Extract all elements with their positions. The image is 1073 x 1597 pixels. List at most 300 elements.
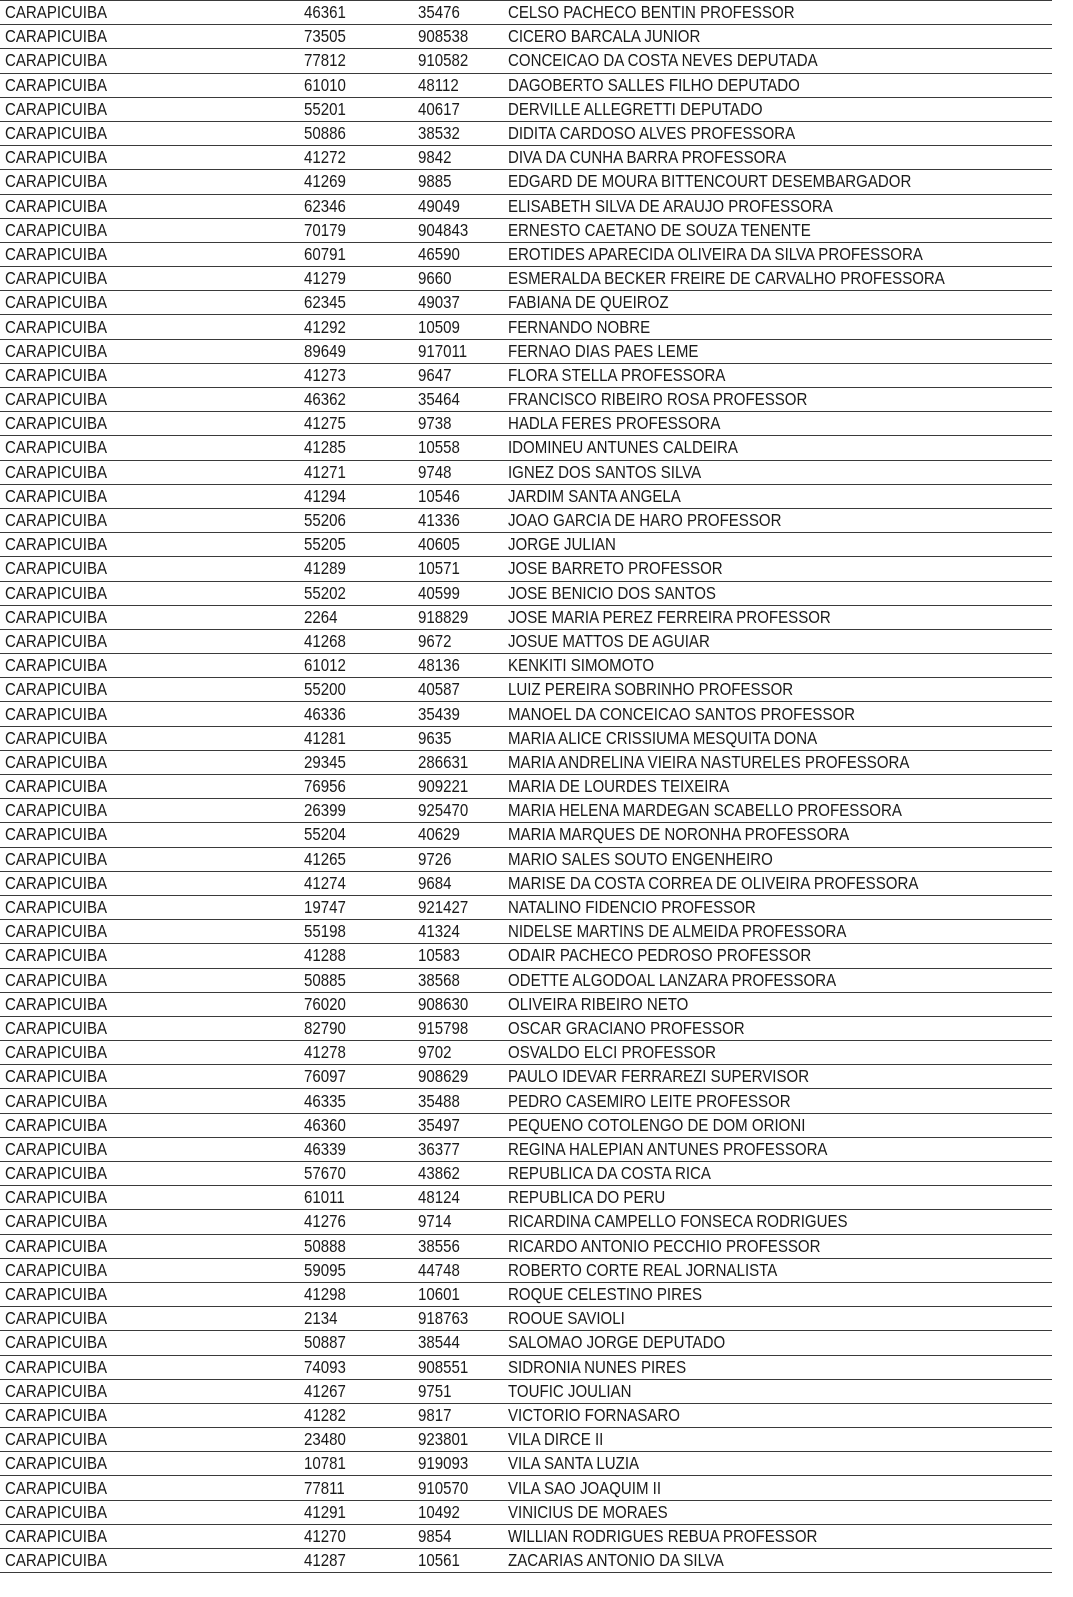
- id-cell-text: 921427: [418, 897, 469, 918]
- code-cell-text: 41278: [304, 1042, 346, 1063]
- school-name-cell-text: ROQUE CELESTINO PIRES: [508, 1284, 703, 1305]
- id-cell: [413, 895, 503, 919]
- school-name-cell: [503, 25, 1052, 49]
- school-name-cell-text: VILA SAO JOAQUIM II: [508, 1477, 662, 1498]
- school-name-cell-text: ROBERTO CORTE REAL JORNALISTA: [508, 1259, 778, 1280]
- school-name-cell: [503, 920, 1052, 944]
- code-cell: [299, 581, 413, 605]
- school-name-cell-text: WILLIAN RODRIGUES REBUA PROFESSOR: [508, 1525, 818, 1546]
- id-cell-text: 10509: [418, 316, 460, 337]
- municipality-cell: [0, 678, 299, 702]
- code-cell-text: 50887: [304, 1332, 346, 1353]
- code-cell-text: 89649: [304, 340, 346, 361]
- table-row: [0, 557, 1052, 581]
- code-cell-text: 76097: [304, 1066, 346, 1087]
- table-row: [0, 1428, 1052, 1452]
- table-row: [0, 315, 1052, 339]
- id-cell: [413, 1041, 503, 1065]
- school-name-cell: [503, 605, 1052, 629]
- id-cell-text: 35497: [418, 1114, 460, 1135]
- school-name-cell-text: CELSO PACHECO BENTIN PROFESSOR: [508, 2, 795, 23]
- id-cell: [413, 1113, 503, 1137]
- municipality-cell-text: CARAPICUIBA: [5, 1090, 108, 1111]
- municipality-cell: [0, 1210, 299, 1234]
- id-cell-text: 48112: [418, 74, 459, 95]
- school-name-cell: [503, 1549, 1052, 1573]
- school-name-cell-text: JORGE JULIAN: [508, 534, 616, 555]
- table-row: [0, 1282, 1052, 1306]
- school-name-cell-text: MARIA MARQUES DE NORONHA PROFESSORA: [508, 824, 850, 845]
- municipality-cell: [0, 1065, 299, 1089]
- municipality-cell-text: CARAPICUIBA: [5, 389, 108, 410]
- code-cell: [299, 73, 413, 97]
- id-cell: [413, 436, 503, 460]
- municipality-cell-text: CARAPICUIBA: [5, 945, 108, 966]
- school-name-cell-text: MARIA HELENA MARDEGAN SCABELLO PROFESSORA: [508, 800, 902, 821]
- id-cell-text: 908630: [418, 993, 469, 1014]
- code-cell: [299, 823, 413, 847]
- code-cell-text: 61010: [304, 74, 346, 95]
- school-name-cell-text: MARIA ALICE CRISSIUMA MESQUITA DONA: [508, 727, 818, 748]
- id-cell: [413, 363, 503, 387]
- id-cell: [413, 388, 503, 412]
- school-name-cell: [503, 823, 1052, 847]
- code-cell-text: 61011: [304, 1187, 345, 1208]
- code-cell: [299, 291, 413, 315]
- school-name-cell: [503, 267, 1052, 291]
- id-cell-text: 908551: [418, 1356, 469, 1377]
- school-name-cell: [503, 49, 1052, 73]
- school-name-cell-text: EDGARD DE MOURA BITTENCOURT DESEMBARGADOR: [508, 171, 912, 192]
- school-name-cell-text: LUIZ PEREIRA SOBRINHO PROFESSOR: [508, 679, 794, 700]
- id-cell-text: 918763: [418, 1308, 469, 1329]
- municipality-cell: [0, 363, 299, 387]
- id-cell-text: 9660: [418, 268, 452, 289]
- table-row: [0, 436, 1052, 460]
- municipality-cell: [0, 388, 299, 412]
- id-cell: [413, 1307, 503, 1331]
- code-cell: [299, 339, 413, 363]
- school-name-cell: [503, 533, 1052, 557]
- code-cell-text: 41292: [304, 316, 346, 337]
- code-cell: [299, 218, 413, 242]
- school-name-cell: [503, 146, 1052, 170]
- school-name-cell: [503, 1089, 1052, 1113]
- id-cell-text: 9842: [418, 147, 452, 168]
- school-name-cell: [503, 339, 1052, 363]
- municipality-cell-text: CARAPICUIBA: [5, 195, 108, 216]
- school-name-cell: [503, 726, 1052, 750]
- municipality-cell-text: CARAPICUIBA: [5, 1284, 108, 1305]
- id-cell-text: 35464: [418, 389, 460, 410]
- school-name-cell-text: PEDRO CASEMIRO LEITE PROFESSOR: [508, 1090, 791, 1111]
- municipality-cell-text: CARAPICUIBA: [5, 703, 108, 724]
- municipality-cell: [0, 533, 299, 557]
- code-cell: [299, 1549, 413, 1573]
- code-cell: [299, 750, 413, 774]
- id-cell: [413, 920, 503, 944]
- code-cell-text: 82790: [304, 1017, 346, 1038]
- school-name-cell-text: FLORA STELLA PROFESSORA: [508, 364, 726, 385]
- municipality-cell: [0, 1162, 299, 1186]
- school-name-cell-text: CICERO BARCALA JUNIOR: [508, 26, 701, 47]
- id-cell: [413, 146, 503, 170]
- municipality-cell-text: CARAPICUIBA: [5, 98, 108, 119]
- id-cell-text: 9885: [418, 171, 452, 192]
- school-name-cell: [503, 97, 1052, 121]
- municipality-cell-text: CARAPICUIBA: [5, 510, 108, 531]
- id-cell-text: 46590: [418, 243, 460, 264]
- school-name-cell: [503, 1162, 1052, 1186]
- municipality-cell: [0, 1307, 299, 1331]
- school-name-cell: [503, 678, 1052, 702]
- school-name-cell: [503, 1210, 1052, 1234]
- school-name-cell-text: JOSE MARIA PEREZ FERREIRA PROFESSOR: [508, 606, 831, 627]
- id-cell-text: 910570: [418, 1477, 469, 1498]
- id-cell: [413, 775, 503, 799]
- school-name-cell-text: MARIO SALES SOUTO ENGENHEIRO: [508, 848, 773, 869]
- code-cell-text: 26399: [304, 800, 346, 821]
- table-row: [0, 25, 1052, 49]
- municipality-cell-text: CARAPICUIBA: [5, 606, 108, 627]
- id-cell: [413, 1452, 503, 1476]
- code-cell: [299, 412, 413, 436]
- municipality-cell: [0, 847, 299, 871]
- id-cell-text: 10583: [418, 945, 460, 966]
- code-cell-text: 29345: [304, 751, 346, 772]
- school-name-cell: [503, 1041, 1052, 1065]
- municipality-cell: [0, 25, 299, 49]
- table-row: [0, 1089, 1052, 1113]
- code-cell-text: 41268: [304, 630, 346, 651]
- code-cell-text: 41287: [304, 1550, 346, 1571]
- table-row: [0, 750, 1052, 774]
- school-name-cell-text: JOSUE MATTOS DE AGUIAR: [508, 630, 710, 651]
- id-cell-text: 908629: [418, 1066, 469, 1087]
- id-cell-text: 286631: [418, 751, 469, 772]
- id-cell-text: 49037: [418, 292, 460, 313]
- table-row: [0, 339, 1052, 363]
- code-cell: [299, 484, 413, 508]
- school-name-cell: [503, 1379, 1052, 1403]
- code-cell: [299, 315, 413, 339]
- school-name-cell-text: VICTORIO FORNASARO: [508, 1404, 680, 1425]
- code-cell: [299, 1331, 413, 1355]
- code-cell-text: 46361: [304, 2, 346, 23]
- id-cell-text: 9647: [418, 364, 452, 385]
- id-cell: [413, 1524, 503, 1548]
- school-name-cell: [503, 654, 1052, 678]
- municipality-cell: [0, 1282, 299, 1306]
- table-row: [0, 363, 1052, 387]
- id-cell: [413, 629, 503, 653]
- code-cell-text: 41282: [304, 1404, 346, 1425]
- code-cell-text: 41265: [304, 848, 346, 869]
- municipality-cell-text: CARAPICUIBA: [5, 1114, 108, 1135]
- school-name-cell: [503, 508, 1052, 532]
- municipality-cell-text: CARAPICUIBA: [5, 74, 108, 95]
- table-row: [0, 702, 1052, 726]
- table-row: [0, 895, 1052, 919]
- table-row: [0, 1041, 1052, 1065]
- id-cell-text: 44748: [418, 1259, 460, 1280]
- table-row: [0, 1307, 1052, 1331]
- code-cell-text: 41267: [304, 1380, 346, 1401]
- code-cell-text: 19747: [304, 897, 346, 918]
- code-cell: [299, 194, 413, 218]
- municipality-cell: [0, 557, 299, 581]
- school-name-cell: [503, 847, 1052, 871]
- municipality-cell-text: CARAPICUIBA: [5, 848, 108, 869]
- school-name-cell-text: RICARDO ANTONIO PECCHIO PROFESSOR: [508, 1235, 821, 1256]
- municipality-cell-text: CARAPICUIBA: [5, 1453, 108, 1474]
- id-cell-text: 9684: [418, 872, 452, 893]
- code-cell: [299, 1, 413, 25]
- municipality-cell: [0, 412, 299, 436]
- code-cell-text: 46362: [304, 389, 346, 410]
- code-cell-text: 55201: [304, 98, 346, 119]
- municipality-cell-text: CARAPICUIBA: [5, 1356, 108, 1377]
- school-name-cell: [503, 1113, 1052, 1137]
- id-cell-text: 10492: [418, 1501, 460, 1522]
- table-row: [0, 1137, 1052, 1161]
- code-cell: [299, 1137, 413, 1161]
- code-cell-text: 76956: [304, 776, 346, 797]
- school-name-cell: [503, 291, 1052, 315]
- id-cell: [413, 605, 503, 629]
- id-cell: [413, 944, 503, 968]
- id-cell-text: 40599: [418, 582, 460, 603]
- id-cell: [413, 291, 503, 315]
- id-cell-text: 38532: [418, 123, 460, 144]
- school-name-cell: [503, 750, 1052, 774]
- municipality-cell: [0, 775, 299, 799]
- municipality-cell: [0, 315, 299, 339]
- table-row: [0, 1065, 1052, 1089]
- school-name-cell: [503, 121, 1052, 145]
- id-cell: [413, 1258, 503, 1282]
- municipality-cell: [0, 73, 299, 97]
- id-cell-text: 35476: [418, 2, 460, 23]
- id-cell-text: 904843: [418, 219, 469, 240]
- school-name-cell-text: ESMERALDA BECKER FREIRE DE CARVALHO PROFESSORA: [508, 268, 945, 289]
- municipality-cell-text: CARAPICUIBA: [5, 1477, 108, 1498]
- id-cell: [413, 49, 503, 73]
- id-cell: [413, 654, 503, 678]
- id-cell: [413, 968, 503, 992]
- id-cell: [413, 1089, 503, 1113]
- code-cell: [299, 1355, 413, 1379]
- code-cell: [299, 97, 413, 121]
- table-row: [0, 218, 1052, 242]
- table-row: [0, 97, 1052, 121]
- municipality-cell: [0, 1524, 299, 1548]
- school-name-cell: [503, 1137, 1052, 1161]
- school-name-cell-text: REPUBLICA DA COSTA RICA: [508, 1163, 711, 1184]
- id-cell: [413, 1, 503, 25]
- school-name-cell-text: HADLA FERES PROFESSORA: [508, 413, 721, 434]
- id-cell-text: 40617: [418, 98, 460, 119]
- school-name-cell-text: FERNAO DIAS PAES LEME: [508, 340, 699, 361]
- id-cell: [413, 992, 503, 1016]
- id-cell-text: 48124: [418, 1187, 460, 1208]
- school-name-cell: [503, 194, 1052, 218]
- table-row: [0, 1186, 1052, 1210]
- code-cell: [299, 1234, 413, 1258]
- school-name-cell-text: VINICIUS DE MORAES: [508, 1501, 668, 1522]
- code-cell: [299, 726, 413, 750]
- table-row: [0, 49, 1052, 73]
- school-name-cell: [503, 315, 1052, 339]
- id-cell-text: 9751: [418, 1380, 452, 1401]
- school-name-cell: [503, 73, 1052, 97]
- table-row: [0, 484, 1052, 508]
- municipality-cell-text: CARAPICUIBA: [5, 1066, 108, 1087]
- municipality-cell: [0, 992, 299, 1016]
- code-cell: [299, 508, 413, 532]
- municipality-cell: [0, 1137, 299, 1161]
- municipality-cell-text: CARAPICUIBA: [5, 364, 108, 385]
- id-cell-text: 917011: [418, 340, 468, 361]
- municipality-cell-text: CARAPICUIBA: [5, 630, 108, 651]
- municipality-cell-text: CARAPICUIBA: [5, 243, 108, 264]
- municipality-cell: [0, 1452, 299, 1476]
- table-row: [0, 799, 1052, 823]
- municipality-cell-text: CARAPICUIBA: [5, 1380, 108, 1401]
- code-cell-text: 70179: [304, 219, 346, 240]
- school-name-cell-text: OSCAR GRACIANO PROFESSOR: [508, 1017, 745, 1038]
- school-name-cell-text: JOSE BENICIO DOS SANTOS: [508, 582, 716, 603]
- id-cell: [413, 726, 503, 750]
- school-name-cell: [503, 1282, 1052, 1306]
- code-cell-text: 41291: [304, 1501, 346, 1522]
- school-name-cell: [503, 1355, 1052, 1379]
- code-cell: [299, 920, 413, 944]
- code-cell: [299, 1452, 413, 1476]
- school-name-cell-text: SIDRONIA NUNES PIRES: [508, 1356, 687, 1377]
- school-name-cell: [503, 412, 1052, 436]
- school-name-cell: [503, 581, 1052, 605]
- id-cell-text: 38544: [418, 1332, 460, 1353]
- table-row: [0, 1379, 1052, 1403]
- table-row: [0, 871, 1052, 895]
- code-cell: [299, 895, 413, 919]
- table-row: [0, 242, 1052, 266]
- id-cell: [413, 267, 503, 291]
- municipality-cell: [0, 799, 299, 823]
- code-cell: [299, 1113, 413, 1137]
- code-cell: [299, 363, 413, 387]
- code-cell: [299, 242, 413, 266]
- municipality-cell: [0, 508, 299, 532]
- id-cell-text: 9635: [418, 727, 452, 748]
- code-cell: [299, 1089, 413, 1113]
- id-cell: [413, 847, 503, 871]
- code-cell-text: 23480: [304, 1429, 346, 1450]
- school-name-cell-text: OSVALDO ELCI PROFESSOR: [508, 1042, 716, 1063]
- code-cell: [299, 944, 413, 968]
- code-cell: [299, 702, 413, 726]
- municipality-cell: [0, 1549, 299, 1573]
- id-cell-text: 9748: [418, 461, 452, 482]
- table-row: [0, 920, 1052, 944]
- municipality-cell: [0, 484, 299, 508]
- municipality-cell: [0, 194, 299, 218]
- municipality-cell: [0, 460, 299, 484]
- school-name-cell: [503, 992, 1052, 1016]
- code-cell: [299, 1162, 413, 1186]
- id-cell: [413, 678, 503, 702]
- table-body: [0, 1, 1052, 1573]
- id-cell-text: 9672: [418, 630, 452, 651]
- school-name-cell-text: NATALINO FIDENCIO PROFESSOR: [508, 897, 756, 918]
- id-cell: [413, 1355, 503, 1379]
- school-name-cell-text: CONCEICAO DA COSTA NEVES DEPUTADA: [508, 50, 818, 71]
- school-name-cell-text: JOAO GARCIA DE HARO PROFESSOR: [508, 510, 782, 531]
- code-cell: [299, 847, 413, 871]
- municipality-cell: [0, 1331, 299, 1355]
- school-name-cell-text: MANOEL DA CONCEICAO SANTOS PROFESSOR: [508, 703, 856, 724]
- id-cell: [413, 242, 503, 266]
- code-cell: [299, 1524, 413, 1548]
- id-cell: [413, 799, 503, 823]
- municipality-cell: [0, 1403, 299, 1427]
- code-cell-text: 46339: [304, 1138, 346, 1159]
- school-name-cell: [503, 1403, 1052, 1427]
- id-cell: [413, 97, 503, 121]
- id-cell: [413, 1476, 503, 1500]
- school-name-cell: [503, 170, 1052, 194]
- school-name-cell-text: TOUFIC JOULIAN: [508, 1380, 632, 1401]
- code-cell-text: 57670: [304, 1163, 346, 1184]
- id-cell-text: 35488: [418, 1090, 460, 1111]
- municipality-cell-text: CARAPICUIBA: [5, 534, 108, 555]
- municipality-cell-text: CARAPICUIBA: [5, 1259, 108, 1280]
- municipality-cell-text: CARAPICUIBA: [5, 1501, 108, 1522]
- table-row: [0, 291, 1052, 315]
- code-cell: [299, 146, 413, 170]
- school-name-cell: [503, 1234, 1052, 1258]
- id-cell-text: 38568: [418, 969, 460, 990]
- code-cell-text: 46336: [304, 703, 346, 724]
- school-name-cell-text: NIDELSE MARTINS DE ALMEIDA PROFESSORA: [508, 921, 847, 942]
- code-cell-text: 41298: [304, 1284, 346, 1305]
- school-name-cell-text: DIVA DA CUNHA BARRA PROFESSORA: [508, 147, 787, 168]
- code-cell-text: 62346: [304, 195, 346, 216]
- code-cell: [299, 1379, 413, 1403]
- school-name-cell-text: ODETTE ALGODOAL LANZARA PROFESSORA: [508, 969, 837, 990]
- code-cell-text: 74093: [304, 1356, 346, 1377]
- id-cell: [413, 1282, 503, 1306]
- municipality-cell-text: CARAPICUIBA: [5, 123, 108, 144]
- code-cell: [299, 799, 413, 823]
- municipality-cell-text: CARAPICUIBA: [5, 800, 108, 821]
- school-name-cell: [503, 775, 1052, 799]
- school-name-cell-text: SALOMAO JORGE DEPUTADO: [508, 1332, 726, 1353]
- municipality-cell: [0, 895, 299, 919]
- school-name-cell-text: REPUBLICA DO PERU: [508, 1187, 666, 1208]
- municipality-cell: [0, 291, 299, 315]
- id-cell: [413, 702, 503, 726]
- table-row: [0, 1210, 1052, 1234]
- municipality-cell: [0, 97, 299, 121]
- municipality-cell-text: CARAPICUIBA: [5, 655, 108, 676]
- id-cell-text: 43862: [418, 1163, 460, 1184]
- code-cell: [299, 1186, 413, 1210]
- school-name-cell: [503, 1452, 1052, 1476]
- municipality-cell-text: CARAPICUIBA: [5, 268, 108, 289]
- municipality-cell: [0, 1355, 299, 1379]
